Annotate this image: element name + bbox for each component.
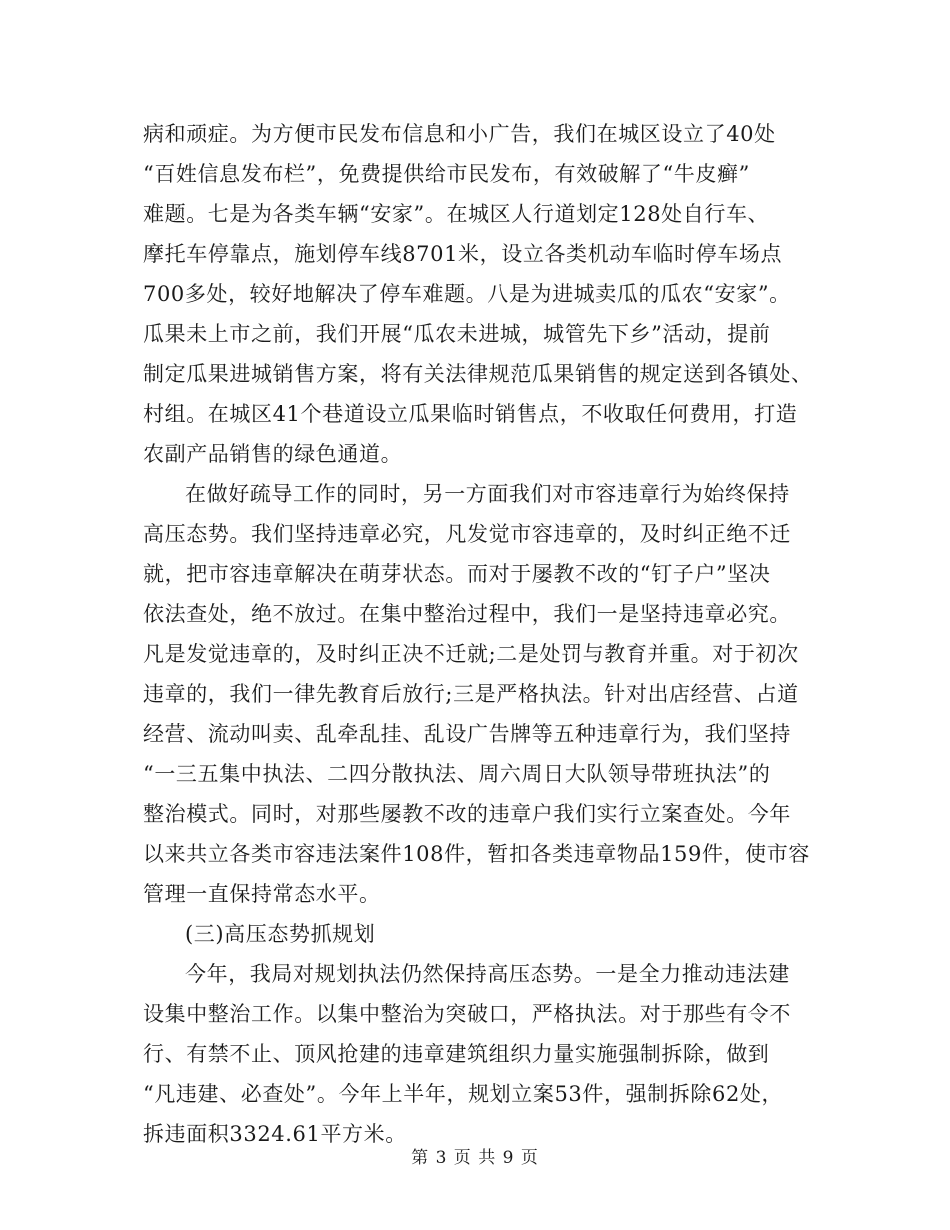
paragraph-facilities (143, 114, 815, 474)
text-line: 今年，我局对规划执法仍然保持高压态势。一是全力推动违法建 (185, 962, 790, 986)
text-line: “凡违建、必查处”。今年上半年，规划立案53件，强制拆除62处， (143, 1082, 784, 1106)
text-line: 瓜果未上市之前，我们开展“瓜农未进城，城管先下乡”活动，提前 (143, 322, 771, 346)
text-line: “百姓信息发布栏”，免费提供给市民发布，有效破解了“牛皮癣” (143, 162, 750, 186)
text-line: 行、有禁不止、顶风抢建的违章建筑组织力量实施强制拆除，做到 (143, 1042, 770, 1066)
text-line: 难题。七是为各类车辆“安家”。在城区人行道划定128处自行车、 (143, 202, 770, 226)
text-line: 依法查处，绝不放过。在集中整治过程中，我们一是坚持违章必究。 (143, 602, 791, 626)
text-line: 就，把市容违章解决在萌芽状态。而对于屡教不改的“钉子户”坚决 (143, 562, 771, 586)
text-line: 在做好疏导工作的同时，另一方面我们对市容违章行为始终保持 (185, 482, 790, 506)
text-line: 凡是发觉违章的，及时纠正决不迁就;二是处罚与教育并重。对于初次 (143, 642, 799, 666)
text-line: 拆违面积3324.61平方米。 (143, 1122, 407, 1146)
text-line: 经营、流动叫卖、乱牵乱挂、乱设广告牌等五种违章行为，我们坚持 (143, 722, 791, 746)
text-line: 制定瓜果进城销售方案，将有关法律规范瓜果销售的规定送到各镇处、 (143, 362, 813, 386)
section-heading (143, 914, 815, 954)
text-line: 整治模式。同时，对那些屡教不改的违章户我们实行立案查处。今年 (143, 802, 791, 826)
paragraph-planning (143, 954, 815, 1154)
paragraph-enforcement (143, 474, 815, 914)
text-line: 病和顽症。为方便市民发布信息和小广告，我们在城区设立了40处 (143, 122, 776, 146)
text-line: 村组。在城区41个巷道设立瓜果临时销售点，不收取任何费用，打造 (143, 402, 798, 426)
text-line: “一三五集中执法、二四分散执法、周六周日大队领导带班执法”的 (143, 762, 771, 786)
page-number: 第 3 页 共 9 页 (411, 1148, 539, 1168)
text-line: 管理一直保持常态水平。 (143, 882, 381, 906)
text-line: 700多处，较好地解决了停车难题。八是为进城卖瓜的瓜农“安家”。 (143, 282, 791, 306)
document-body (143, 114, 815, 1154)
text-line: 农副产品销售的绿色通道。 (143, 442, 403, 466)
text-line: 摩托车停靠点，施划停车线8701米，设立各类机动车临时停车场点 (143, 242, 783, 266)
text-line: 违章的，我们一律先教育后放行;三是严格执法。针对出店经营、占道 (143, 682, 799, 706)
text-line: 设集中整治工作。以集中整治为突破口，严格执法。对于那些有令不 (143, 1002, 791, 1026)
text-line: 高压态势。我们坚持违章必究，凡发觉市容违章的，及时纠正绝不迁 (143, 522, 791, 546)
text-line: 以来共立各类市容违法案件108件，暂扣各类违章物品159件，使市容 (143, 842, 810, 866)
section-heading-text: (三)高压态势抓规划 (185, 922, 376, 946)
